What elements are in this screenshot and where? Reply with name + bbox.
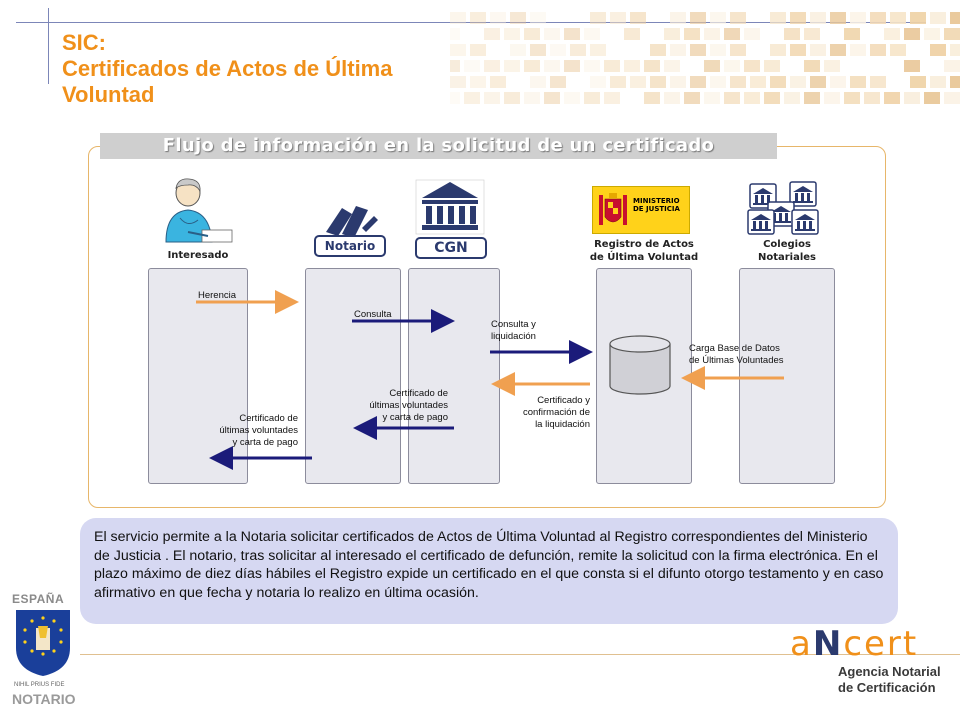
mosaic-tile (744, 28, 760, 40)
colegio-building-icon (792, 210, 818, 234)
mosaic-tile (664, 28, 680, 40)
mosaic-tile (764, 92, 780, 104)
mosaic-tile (884, 92, 900, 104)
ancert-letter-n: N (812, 624, 844, 664)
mosaic-tile (744, 92, 760, 104)
msg-consulta: Consulta (354, 309, 392, 320)
mosaic-tile (530, 44, 546, 56)
mosaic-tile (690, 44, 706, 56)
mosaic-tile (644, 92, 660, 104)
mosaic-tile (530, 76, 546, 88)
mosaic-tile (924, 28, 940, 40)
mosaic-tile (590, 44, 606, 56)
mosaic-tile (710, 44, 726, 56)
mosaic-tile (924, 92, 940, 104)
mosaic-tile (710, 76, 726, 88)
mosaic-tile (670, 12, 686, 24)
mosaic-tile (724, 28, 740, 40)
mosaic-tile (490, 12, 506, 24)
mosaic-tile (930, 44, 946, 56)
mosaic-tile (450, 76, 466, 88)
mosaic-tile (610, 76, 626, 88)
mosaic-tile (564, 28, 580, 40)
mosaic-tile (604, 92, 620, 104)
mosaic-tile (850, 76, 866, 88)
mosaic-tile (890, 44, 906, 56)
registro-label-line-2: de Última Voluntad (589, 252, 699, 263)
page-title (62, 30, 392, 108)
mosaic-tile (564, 92, 580, 104)
mosaic-tile (890, 12, 906, 24)
mosaic-tile (610, 12, 626, 24)
msg-cert-ult-line-1: Certificado de (389, 388, 448, 399)
mosaic-tile (510, 44, 526, 56)
espana-logo-motto: NIHIL PRIUS FIDE (14, 682, 65, 688)
notario-badge-label: Notario (324, 239, 376, 253)
ancert-letter-a: a (790, 624, 813, 664)
mosaic-tile (864, 92, 880, 104)
mosaic-tile (750, 76, 766, 88)
colegios-label-line-2: Notariales (757, 252, 817, 263)
mosaic-tile (830, 76, 846, 88)
title-line-1: SIC: (62, 30, 106, 55)
msg-herencia: Herencia (198, 290, 237, 301)
msg-carga-base-datos (689, 343, 784, 367)
mosaic-tile (850, 44, 866, 56)
msg-cert-conf-line-1: Certificado y (537, 395, 590, 406)
mosaic-tile (570, 44, 586, 56)
mosaic-tile (644, 60, 660, 72)
mosaic-tile (584, 28, 600, 40)
mosaic-tile (770, 76, 786, 88)
mosaic-tile (884, 28, 900, 40)
mosaic-tile (684, 28, 700, 40)
mosaic-tile (650, 76, 666, 88)
mosaic-tile (630, 76, 646, 88)
mosaic-tile (484, 28, 500, 40)
mosaic-tile (930, 12, 946, 24)
msg-cert-ult-line-2: últimas voluntades (369, 400, 448, 411)
mosaic-tile (504, 60, 520, 72)
espana-notario-logo (10, 592, 76, 712)
mosaic-tile (870, 44, 886, 56)
colegios-label-line-1: Colegios (763, 239, 811, 250)
mosaic-tile (650, 44, 666, 56)
mosaic-tile (744, 60, 760, 72)
ministerio-justicia-logo (592, 186, 690, 234)
mosaic-tile (790, 12, 806, 24)
mosaic-tile (604, 60, 620, 72)
mosaic-tile (544, 28, 560, 40)
mosaic-tile (524, 92, 540, 104)
colegios-buildings-icon (746, 180, 824, 238)
mosaic-tile (724, 60, 740, 72)
mosaic-tile (850, 12, 866, 24)
mosaic-tile (944, 92, 960, 104)
mosaic-tile (624, 60, 640, 72)
msg-consulta-liquidacion-line-2: liquidación (491, 331, 536, 342)
mosaic-tile (670, 44, 686, 56)
mosaic-tile (764, 60, 780, 72)
msg-consulta-liquidacion (491, 319, 536, 343)
mosaic-tile (704, 92, 720, 104)
mosaic-tile (810, 76, 826, 88)
mosaic-tile (530, 12, 546, 24)
mosaic-tile (544, 60, 560, 72)
mosaic-tile (910, 76, 926, 88)
header-mosaic-decoration (450, 12, 960, 112)
ministerio-line-1: MINISTERIO (633, 197, 680, 205)
mosaic-tile (870, 12, 886, 24)
mosaic-tile (504, 92, 520, 104)
mosaic-tile (470, 12, 486, 24)
mosaic-tile (804, 28, 820, 40)
ancert-letters-cert: cert (843, 624, 919, 664)
mosaic-tile (484, 92, 500, 104)
mosaic-tile (770, 44, 786, 56)
mosaic-tile (670, 76, 686, 88)
msg-cert-conf-line-3: la liquidación (535, 419, 590, 430)
msg-cert-int-line-3: y carta de pago (232, 437, 298, 448)
mosaic-tile (950, 76, 960, 88)
espana-logo-top-text: ESPAÑA (12, 592, 65, 606)
mosaic-tile (450, 28, 460, 40)
actor-label-interesado: Interesado (167, 250, 229, 261)
mosaic-tile (704, 28, 720, 40)
eu-shield-icon (14, 608, 72, 678)
mosaic-tile (624, 28, 640, 40)
mosaic-tile (950, 44, 960, 56)
mosaic-tile (690, 12, 706, 24)
lane-notario (305, 268, 401, 484)
colegio-building-icon (748, 210, 774, 234)
mosaic-tile (510, 12, 526, 24)
coat-of-arms-icon (597, 191, 629, 229)
msg-certificado-notario (348, 388, 448, 424)
mosaic-tile (910, 12, 926, 24)
mosaic-tile (450, 44, 466, 56)
flow-diagram-title: Flujo de información en la solicitud de un certificado (100, 133, 777, 159)
mosaic-tile (844, 92, 860, 104)
mosaic-tile (950, 12, 960, 24)
mosaic-tile (710, 12, 726, 24)
mosaic-tile (464, 60, 480, 72)
msg-certificado-interesado (198, 413, 298, 449)
ministerio-line-2: DE JUSTICIA (633, 205, 680, 213)
mosaic-tile (824, 60, 840, 72)
msg-cert-ult-line-3: y carta de pago (382, 412, 448, 423)
title-line-3: Voluntad (62, 82, 155, 107)
msg-consulta-liquidacion-line-1: Consulta y (491, 319, 536, 330)
mosaic-tile (584, 92, 600, 104)
mosaic-tile (550, 76, 566, 88)
description-box (80, 518, 898, 624)
lane-cgn (408, 268, 500, 484)
espana-logo-bottom-text: NOTARIO (12, 691, 76, 707)
registro-label-line-1: Registro de Actos (594, 239, 694, 250)
mosaic-tile (804, 92, 820, 104)
mosaic-tile (684, 92, 700, 104)
mosaic-tile (904, 92, 920, 104)
mosaic-tile (470, 44, 486, 56)
ancert-logo (790, 624, 950, 714)
mosaic-tile (450, 12, 466, 24)
mosaic-tile (704, 60, 720, 72)
mosaic-tile (944, 60, 960, 72)
msg-certificado-confirmacion (488, 395, 590, 431)
person-icon (158, 176, 236, 248)
mosaic-tile (590, 12, 606, 24)
msg-cert-conf-line-2: confirmación de (522, 407, 590, 418)
ancert-wordmark (790, 624, 918, 664)
mosaic-tile (730, 44, 746, 56)
mosaic-tile (524, 60, 540, 72)
mosaic-tile (930, 76, 946, 88)
mosaic-tile (470, 76, 486, 88)
lane-colegios (739, 268, 835, 484)
mosaic-tile (524, 28, 540, 40)
database-icon (608, 334, 672, 396)
mosaic-tile (504, 28, 520, 40)
mosaic-tile (730, 12, 746, 24)
msg-cert-int-line-1: Certificado de (239, 413, 298, 424)
mosaic-tile (824, 92, 840, 104)
mosaic-tile (784, 28, 800, 40)
mosaic-tile (450, 60, 460, 72)
header-vertical-line (48, 8, 49, 84)
mosaic-tile (830, 44, 846, 56)
mosaic-tile (790, 76, 806, 88)
mosaic-tile (904, 28, 920, 40)
mosaic-tile (490, 76, 506, 88)
msg-carga-line-2: de Últimas Voluntades (689, 355, 784, 366)
mosaic-tile (730, 76, 746, 88)
mosaic-tile (770, 12, 786, 24)
ancert-line-2: de Certificación (838, 680, 936, 695)
mosaic-tile (584, 60, 600, 72)
mosaic-tile (544, 92, 560, 104)
ancert-line-1: Agencia Notarial (838, 664, 941, 679)
mosaic-tile (904, 60, 920, 72)
mosaic-tile (810, 44, 826, 56)
mosaic-tile (870, 76, 886, 88)
mosaic-tile (810, 12, 826, 24)
mosaic-tile (550, 44, 566, 56)
msg-cert-int-line-2: últimas voluntades (219, 425, 298, 436)
mosaic-tile (630, 12, 646, 24)
mosaic-tile (844, 28, 860, 40)
mosaic-tile (564, 60, 580, 72)
cgn-badge-label: CGN (434, 240, 468, 256)
mosaic-tile (944, 28, 960, 40)
mosaic-tile (464, 92, 480, 104)
mosaic-tile (664, 92, 680, 104)
mosaic-tile (790, 44, 806, 56)
mosaic-tile (690, 76, 706, 88)
mosaic-tile (724, 92, 740, 104)
actor-label-registro (580, 238, 708, 264)
mosaic-tile (804, 60, 820, 72)
mosaic-tile (664, 60, 680, 72)
actor-label-colegios (740, 238, 834, 264)
mosaic-tile (450, 92, 460, 104)
description-text: El servicio permite a la Notaria solicitar certificados de Actos de Última Voluntad al Registro correspondientes del Ministerio de Justicia . El notario, tras solicitar al interesado el certificado de defunción, remite la solicitud con la firma electrónica. En el plazo máximo de diez días hábiles el Registro expide un certificado en el que consta si el difunto otorgo testamento y en caso afirmativo en que fecha y notaria lo realizo en última ocasión. (94, 529, 884, 601)
mosaic-tile (590, 76, 606, 88)
mosaic-tile (784, 92, 800, 104)
mosaic-tile (830, 12, 846, 24)
title-line-2: Certificados de Actos de Última (62, 56, 393, 81)
msg-carga-line-1: Carga Base de Datos (689, 343, 780, 354)
mosaic-tile (484, 60, 500, 72)
